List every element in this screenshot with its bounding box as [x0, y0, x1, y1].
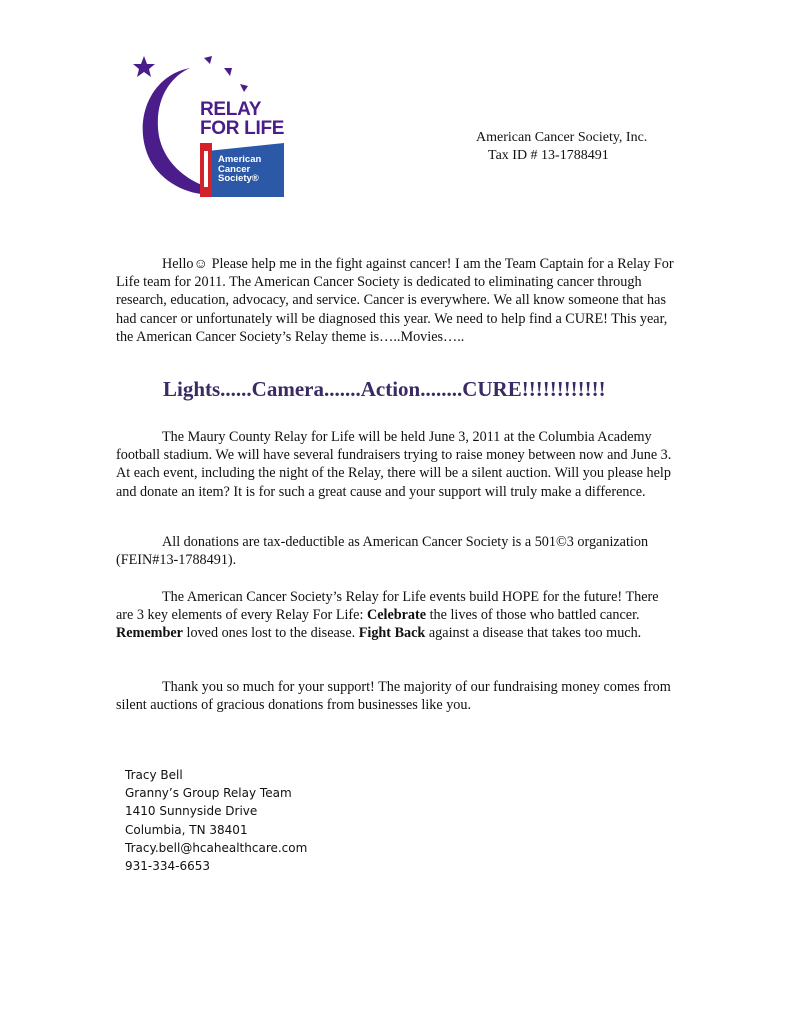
intro-paragraph	[116, 255, 676, 346]
tax-paragraph	[116, 533, 676, 569]
elements-text-c: the lives of those who battled cancer.	[426, 607, 640, 624]
thanks-text: Thank you so much for your support! The majority of our fundraising money comes from silent auctions of gracious donations from businesses like you.	[116, 679, 671, 714]
signer-name: Tracy Bell	[125, 768, 183, 782]
org-header	[476, 129, 647, 165]
event-text: The Maury County Relay for Life will be held June 3, 2011 at the Columbia Academy football stadium. We will have several fundraisers trying to raise money between now and June 3. At each event, including the night of the Relay, there will be a silent auction. Will you please help and donate an item? It is for such a great cause and your support will truly make a difference.	[116, 429, 672, 500]
tax-text: All donations are tax-deductible as American Cancer Society is a 501©3 organization (FEIN#13-1788491).	[116, 534, 649, 569]
celebrate-bold: Celebrate	[366, 607, 427, 624]
tax-id: Tax ID # 13-1788491	[488, 148, 609, 163]
headline: Lights......Camera.......Action........CURE!!!!!!!!!!!!	[163, 377, 606, 401]
signer-email[interactable]: Tracy.bell@hcahealthcare.com	[125, 840, 308, 855]
elements-text-a: The American Cancer Society’s Relay for Life events build HOPE for the future! There are 3 key elements of every Relay For Life:	[116, 589, 659, 624]
remember-bold: Remember	[116, 625, 183, 642]
signer-address: 1410 Sunnyside Drive	[125, 804, 258, 819]
signer-city: Columbia, TN 38401	[125, 822, 248, 837]
relay-for-life-logo	[128, 54, 290, 200]
signer-phone: 931-334-6653	[125, 859, 211, 874]
elements-text-g: against a disease that takes too much.	[425, 625, 642, 642]
relay-for-life-wordmark: RELAY FOR LIFE	[200, 99, 285, 139]
event-paragraph	[116, 428, 676, 501]
greeting: Hello☺	[162, 256, 209, 272]
elements-text-e: loved ones lost to the disease.	[182, 625, 359, 642]
sword-icon	[204, 151, 208, 187]
fight-back-bold: Fight Back	[358, 625, 426, 642]
intro-text: Please help me in the fight against cancer! I am the Team Captain for a Relay For Life team for 2011. The American Cancer Society is dedicated to eliminating cancer through research, education, advocacy, and service. Cancer is everywhere. We all know someone that has had cancer or unfortunately will be diagnosed this year. We need to help find a CURE! This year, the American Cancer Society’s Relay theme is…..Movies…..	[116, 256, 674, 345]
thanks-paragraph	[116, 678, 676, 714]
signer-team: Granny’s Group Relay Team	[125, 786, 292, 801]
org-name: American Cancer Society, Inc.	[476, 130, 648, 145]
american-cancer-society-badge: American Cancer Society®	[200, 143, 284, 197]
elements-paragraph	[116, 588, 676, 643]
signature-block	[125, 766, 307, 875]
